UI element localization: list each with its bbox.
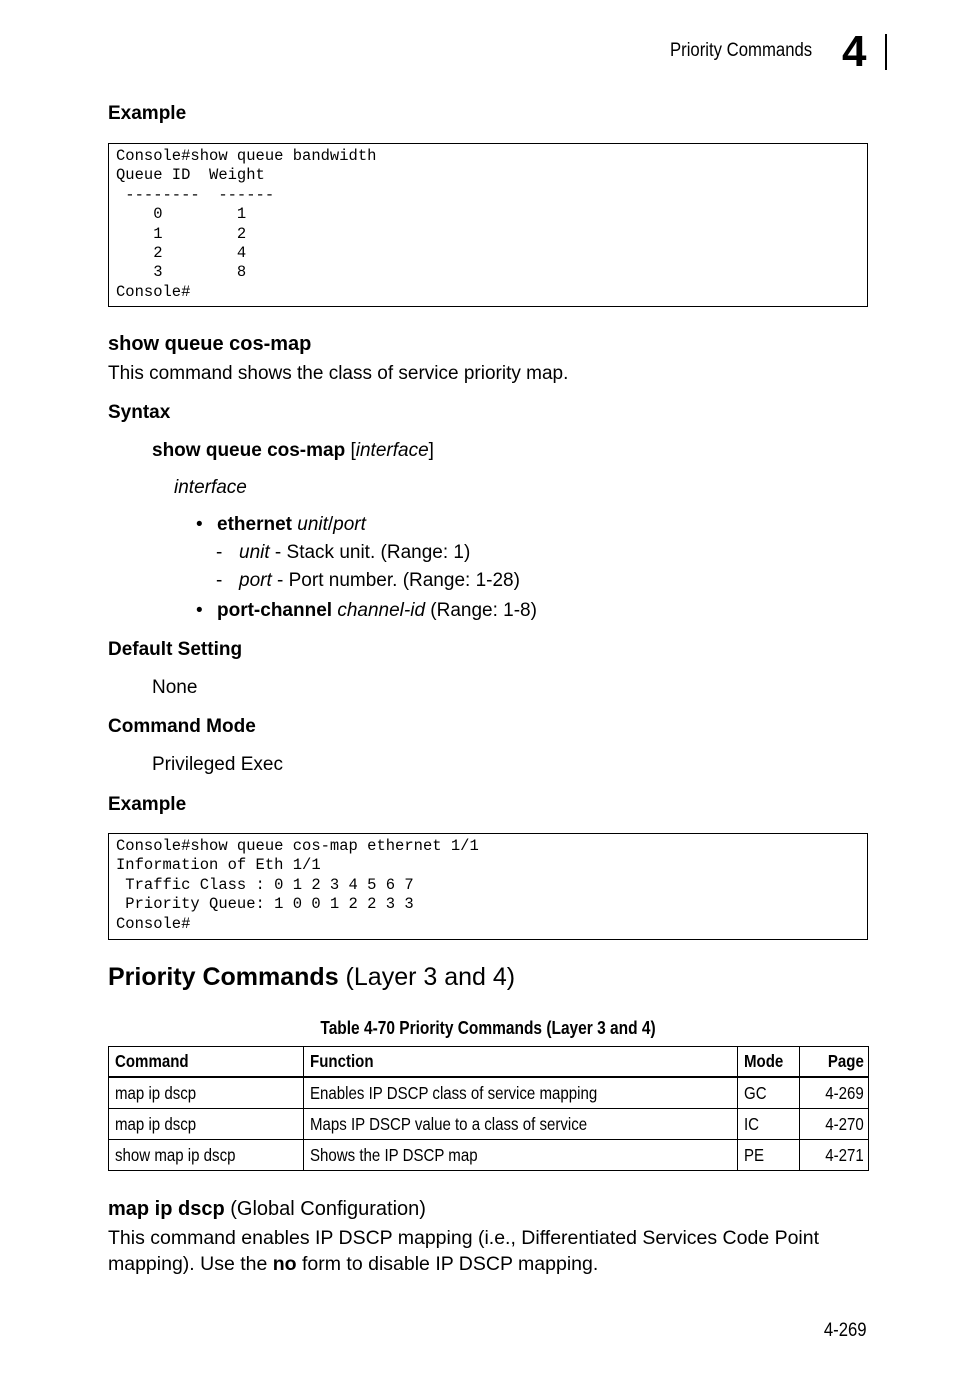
table-cell: map ip dscp [109, 1109, 304, 1140]
command-mode-value: Privileged Exec [152, 754, 283, 775]
syntax-close-bracket: ] [428, 440, 434, 461]
bullet-ethernet: ethernet unit/port [217, 514, 366, 535]
table-row [109, 1140, 869, 1171]
table-cell: Enables IP DSCP class of service mapping [303, 1077, 737, 1109]
command-title: show queue cos-map [108, 333, 312, 355]
table-cell: 4-269 [800, 1077, 869, 1109]
priority-commands-table [108, 1046, 869, 1171]
param-name: interface [174, 477, 247, 498]
bullet-dot: • [196, 514, 203, 535]
bullet-port-channel: port-channel channel-id (Range: 1-8) [217, 600, 537, 621]
syntax-line [152, 440, 434, 462]
table-cell: 4-270 [800, 1109, 869, 1140]
running-header-title: Priority Commands [670, 40, 813, 61]
dash-marker: - [216, 542, 223, 563]
table-cell: map ip dscp [109, 1077, 304, 1109]
table-row [109, 1109, 869, 1140]
column-header: Page [800, 1047, 869, 1078]
command-description: This command shows the class of service priority map. [108, 363, 569, 384]
command-mode-heading: Command Mode [108, 716, 256, 737]
code-block-cos-map: Console#show queue cos-map ethernet 1/1 Information of Eth 1/1 Traffic Class : 0 1 2 3 4 5 6 7 Priority Queue: 1 0 0 1 2 2 3 3 Console# [108, 833, 868, 940]
code-block-bandwidth: Console#show queue bandwidth Queue ID Weight -------- ------ 0 1 1 2 2 4 3 8 Console# [108, 143, 868, 307]
map-ip-dscp-description-line2: mapping). Use the no form to disable IP DSCP mapping. [108, 1253, 599, 1275]
default-setting-value: None [152, 677, 198, 698]
chapter-number: 4 [842, 27, 867, 76]
table-cell: Shows the IP DSCP map [303, 1140, 737, 1171]
sub-item-unit: unit - Stack unit. (Range: 1) [239, 542, 471, 563]
syntax-param: interface [355, 440, 429, 461]
column-header: Function [303, 1047, 737, 1078]
section-title: Priority Commands (Layer 3 and 4) [108, 963, 516, 991]
table-cell: PE [738, 1140, 800, 1171]
default-setting-heading: Default Setting [108, 639, 243, 660]
column-header: Mode [738, 1047, 800, 1078]
table-caption: Table 4-70 Priority Commands (Layer 3 and 4) [320, 1018, 656, 1038]
map-ip-dscp-description-line1: This command enables IP DSCP mapping (i.e., Differentiated Services Code Point [108, 1227, 820, 1249]
table-cell: Maps IP DSCP value to a class of service [303, 1109, 737, 1140]
chapter-tab-rule [885, 34, 887, 70]
table-row [109, 1077, 869, 1109]
table-cell: show map ip dscp [109, 1140, 304, 1171]
example-heading: Example [108, 103, 187, 124]
example-heading: Example [108, 794, 187, 815]
map-ip-dscp-title: map ip dscp (Global Configuration) [108, 1198, 426, 1220]
sub-item-port: port - Port number. (Range: 1-28) [239, 570, 520, 591]
table-cell: GC [738, 1077, 800, 1109]
bullet-dot: • [196, 600, 203, 621]
table-cell: 4-271 [800, 1140, 869, 1171]
syntax-heading: Syntax [108, 402, 171, 423]
dash-marker: - [216, 570, 223, 591]
column-header: Command [109, 1047, 304, 1078]
page-number: 4-269 [824, 1320, 867, 1341]
syntax-command: show queue cos-map [152, 440, 346, 461]
syntax-open-bracket: [ [345, 440, 356, 461]
table-cell: IC [738, 1109, 800, 1140]
table-header-row [109, 1047, 869, 1078]
